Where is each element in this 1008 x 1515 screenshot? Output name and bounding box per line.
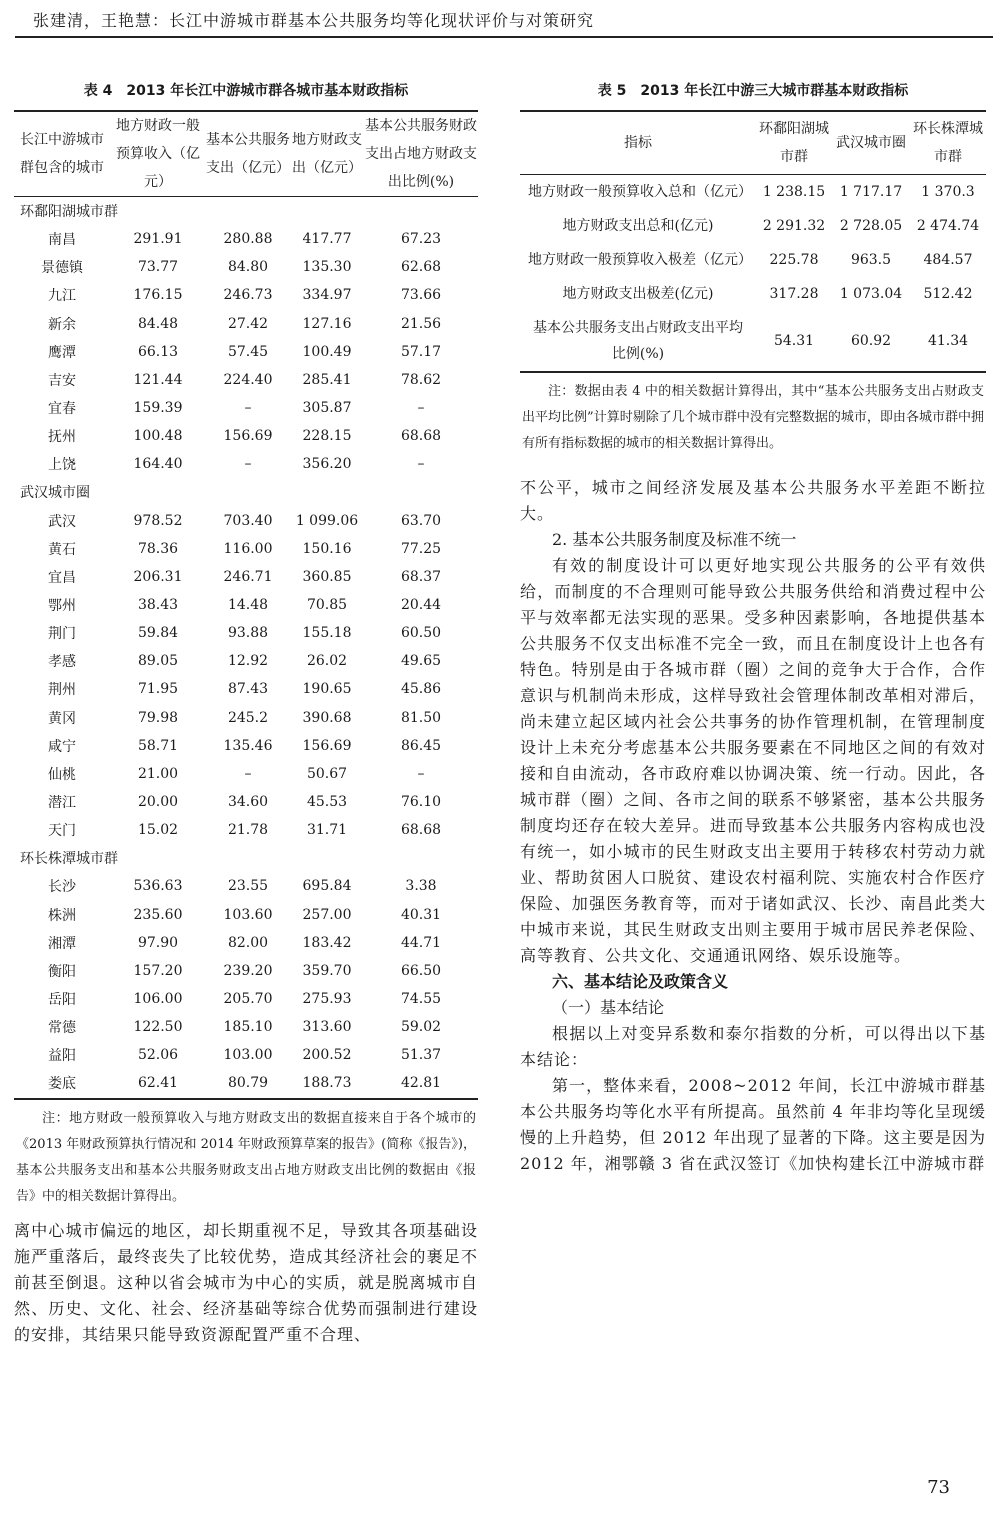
table-row — [14, 535, 478, 563]
table-cell: 305.87 — [302, 400, 352, 417]
table-row — [14, 225, 478, 253]
table-cell: 484.57 — [923, 252, 973, 268]
table-row — [520, 277, 986, 311]
table-cell: 246.73 — [223, 287, 273, 304]
table-cell: 14.48 — [227, 597, 269, 614]
table-cell: – — [417, 765, 425, 782]
table-cell: 31.71 — [306, 822, 348, 839]
table-cell: 78.62 — [400, 371, 442, 388]
table-cell: 185.10 — [223, 1019, 273, 1036]
table-cell: 224.40 — [223, 371, 273, 388]
table-row — [14, 675, 478, 703]
table-row — [14, 422, 478, 450]
table-cell: 73.66 — [400, 287, 442, 304]
city-name-cell: 宜春 — [48, 401, 76, 418]
table-cell: 93.88 — [227, 625, 269, 642]
table-row — [14, 366, 478, 394]
city-name-cell: 新余 — [48, 316, 76, 333]
table5-header-row — [520, 111, 986, 175]
table5-header-cell: 武汉城市圈 — [832, 111, 910, 175]
table-row — [14, 788, 478, 816]
indicator-cell: 地方财政支出极差(亿元) — [562, 286, 714, 302]
table-cell: 87.43 — [227, 681, 269, 698]
table-cell: 1 099.06 — [295, 512, 359, 529]
city-name-cell: 九江 — [48, 288, 76, 305]
header-rule — [15, 36, 993, 38]
subheading: 2. 基本公共服务制度及标准不统一 — [552, 530, 797, 549]
table-cell: 41.34 — [927, 333, 969, 349]
table-cell: 159.39 — [133, 400, 183, 417]
table-cell: – — [417, 400, 425, 417]
city-name-cell: 上饶 — [48, 457, 76, 474]
city-name-cell: 潜江 — [48, 795, 76, 812]
table-cell: 190.65 — [302, 681, 352, 698]
city-name-cell: 株洲 — [48, 907, 76, 924]
table-cell: 67.23 — [400, 231, 442, 248]
table-row — [14, 619, 478, 647]
table-cell: 155.18 — [302, 625, 352, 642]
table-cell: 57.45 — [227, 343, 269, 360]
table4-group-row — [14, 197, 478, 226]
subsection-heading: （一）基本结论 — [552, 998, 665, 1017]
table-cell: 77.25 — [400, 540, 442, 557]
table-cell: 206.31 — [133, 568, 183, 585]
table-cell: 68.68 — [400, 428, 442, 445]
table-cell: 59.02 — [400, 1019, 442, 1036]
city-name-cell: 湘潭 — [48, 935, 76, 952]
table-cell: 100.48 — [133, 428, 183, 445]
table-cell: 127.16 — [302, 315, 352, 332]
table4-group-label: 环鄱阳湖城市群 — [20, 204, 118, 221]
table-cell: 60.50 — [400, 625, 442, 642]
table-cell: 106.00 — [133, 991, 183, 1007]
table-cell: 417.77 — [302, 231, 352, 248]
table-cell: 1 073.04 — [839, 286, 903, 302]
table-row — [14, 760, 478, 788]
table-cell: 76.10 — [400, 794, 442, 811]
table-cell: 97.90 — [137, 934, 179, 951]
city-name-cell: 荆门 — [48, 626, 76, 643]
table4-header-cell: 长江中游城市群包含的城市 — [14, 111, 110, 197]
table-cell: 73.77 — [137, 259, 179, 276]
table-cell: 1 238.15 — [762, 184, 826, 200]
table4-note: 注：地方财政一般预算收入与地方财政支出的数据直接来自于各个城市的《2013 年财政预算执行情况和 2014 年财政预算草案的报告》(简称《报告》)，基本公共服务支出和基本公共服务财政支出占地方财政支出比例的数据由《报告》中的相关数据计算得出。 — [16, 1110, 476, 1204]
table-cell: 103.00 — [223, 1047, 273, 1064]
indicator-cell: 基本公共服务支出占财政支出平均比例(%) — [533, 320, 743, 362]
table-row — [520, 209, 986, 243]
table-row — [14, 253, 478, 281]
table-row — [14, 338, 478, 366]
city-name-cell: 景德镇 — [41, 260, 83, 277]
body-paragraph: 不公平，城市之间经济发展及基本公共服务水平差距不断拉大。 — [520, 478, 986, 523]
table-cell: 116.00 — [223, 540, 273, 557]
table-row — [520, 243, 986, 277]
table5-note: 注：数据由表 4 中的相关数据计算得出，其中“基本公共服务支出占财政支出平均比例”计算时剔除了几个城市群中没有完整数据的城市，即由各城市群中拥有所有指标数据的城市的相关数据计算得出。 — [522, 384, 984, 451]
table-row — [14, 732, 478, 760]
section-heading: 六、基本结论及政策含义 — [552, 972, 729, 991]
city-name-cell: 孝感 — [48, 654, 76, 671]
running-title: 张建清，王艳慧：长江中游城市群基本公共服务均等化现状评价与对策研究 — [33, 11, 595, 30]
table-row — [14, 816, 478, 844]
table-row — [14, 901, 478, 929]
table-cell: 334.97 — [302, 287, 352, 304]
table-cell: 246.71 — [223, 568, 273, 585]
table-cell: 280.88 — [223, 231, 273, 248]
table-cell: 84.80 — [227, 259, 269, 276]
city-name-cell: 娄底 — [48, 1076, 76, 1093]
table-cell: 71.95 — [137, 681, 179, 698]
table-cell: 103.60 — [223, 906, 273, 923]
table-cell: 78.36 — [137, 540, 179, 557]
table4-group-row — [14, 478, 478, 506]
table4 — [14, 110, 478, 1100]
indicator-cell: 地方财政一般预算收入极差（亿元） — [528, 252, 752, 268]
table-cell: 12.92 — [227, 653, 269, 670]
table-cell: 23.55 — [227, 878, 269, 895]
city-name-cell: 南昌 — [48, 232, 76, 249]
table-row — [14, 704, 478, 732]
page-number: 73 — [927, 1477, 950, 1498]
table-row — [14, 872, 478, 900]
table4-group-label: 环长株潭城市群 — [20, 851, 118, 868]
table-cell: 512.42 — [923, 286, 973, 302]
table-cell: 257.00 — [302, 906, 352, 923]
table-cell: 703.40 — [223, 512, 273, 529]
table-cell: 963.5 — [850, 252, 892, 268]
table-row — [14, 1069, 478, 1098]
table4-caption: 表 4 2013 年长江中游城市群各城市基本财政指标 — [83, 83, 409, 99]
table-cell: 40.31 — [400, 906, 442, 923]
table-cell: 54.31 — [773, 333, 815, 349]
table-cell: 2 474.74 — [916, 218, 980, 234]
table-cell: 52.06 — [137, 1047, 179, 1064]
table-cell: 183.42 — [302, 934, 352, 951]
table-row — [14, 647, 478, 675]
table-row — [520, 175, 986, 210]
table-cell: 49.65 — [400, 653, 442, 670]
table-cell: 176.15 — [133, 287, 183, 304]
table4-header-cell: 基本公共服务财政支出占地方财政支出比例(%) — [364, 111, 478, 197]
table5 — [520, 110, 986, 373]
table4-group-label: 武汉城市圈 — [20, 485, 90, 502]
city-name-cell: 长沙 — [48, 879, 76, 896]
table-cell: 50.67 — [306, 765, 348, 782]
city-name-cell: 仙桃 — [48, 766, 76, 783]
city-name-cell: 天门 — [48, 823, 76, 840]
table-cell: 15.02 — [137, 822, 179, 839]
table-row — [14, 507, 478, 535]
table-cell: 21.78 — [227, 822, 269, 839]
table-cell: 1 717.17 — [839, 184, 903, 200]
table-cell: 285.41 — [302, 371, 352, 388]
city-name-cell: 黄冈 — [48, 710, 76, 727]
table-cell: 38.43 — [137, 597, 179, 614]
table-cell: 978.52 — [133, 512, 183, 529]
table-cell: 27.42 — [227, 315, 269, 332]
table-cell: 62.68 — [400, 259, 442, 276]
table-cell: 239.20 — [223, 962, 273, 979]
body-paragraph: 有效的制度设计可以更好地实现公共服务的公平有效供给，而制度的不合理则可能导致公共服务供给和消费过程中公平与效率都无法实现的恶果。受多种因素影响，各地提供基本公共服务不仅支出标准不完全一致，而且在制度设计上也各有特色。特别是由于各城市群（圈）之间的竞争大于合作，合作意识与机制尚未形成，这样导致社会管理体制改革相对滞后，尚未建立起区域内社会公共事务的协作管理机制，在管理制度设计上未充分考虑基本公共服务要素在不同地区之间的有效对接和自由流动，各市政府难以协调决策、统一行动。因此，各城市群（圈）之间、各市之间的联系不够紧密，基本公共服务制度均还存在较大差异。进而导致基本公共服务内容构成也没有统一，如小城市的民生财政支出主要用于转移农村劳动力就业、帮助贫困人口脱贫、建设农村福利院、实施农村合作医疗保险、加强医务教育等，而对于诸如武汉、长沙、南昌此类大中城市来说，其民生财政支出则主要用于城市居民养老保险、高等教育、公共文化、交通通讯网络、娱乐设施等。 — [520, 556, 986, 965]
table-cell: 59.84 — [137, 625, 179, 642]
right-body — [520, 475, 986, 1177]
table-cell: 74.55 — [400, 991, 442, 1007]
table5-header-cell: 指标 — [520, 111, 756, 175]
table5-header-cell: 环长株潭城市群 — [910, 111, 986, 175]
city-name-cell: 武汉 — [48, 513, 76, 530]
table-cell: – — [244, 765, 252, 782]
table-cell: 3.38 — [405, 878, 437, 895]
city-name-cell: 益阳 — [48, 1048, 76, 1065]
table-cell: 89.05 — [137, 653, 179, 670]
table-cell: – — [417, 456, 425, 473]
table-cell: 79.98 — [137, 709, 179, 726]
table-cell: 100.49 — [302, 343, 352, 360]
table-cell: 63.70 — [400, 512, 442, 529]
table-cell: 20.00 — [137, 794, 179, 811]
table-cell: 235.60 — [133, 906, 183, 923]
city-name-cell: 吉安 — [48, 372, 76, 389]
table-cell: 2 728.05 — [839, 218, 903, 234]
table-cell: 122.50 — [133, 1019, 183, 1036]
table4-header-cell: 基本公共服务支出（亿元） — [206, 111, 290, 197]
table-cell: 51.37 — [400, 1047, 442, 1064]
table-cell: 82.00 — [227, 934, 269, 951]
table-row — [14, 957, 478, 985]
body-paragraph: 第一，整体来看，2008~2012 年间，长江中游城市群基本公共服务均等化水平有所提高。虽然前 4 年非均等化呈现缓慢的上升趋势，但 2012 年出现了显著的下降。这主要是因为 2012 年，湘鄂赣 3 省在武汉签订《加快构建长江中游城市群 — [520, 1076, 986, 1173]
table-cell: 80.79 — [227, 1075, 269, 1092]
table-cell: 156.69 — [302, 737, 352, 754]
table-cell: 45.53 — [306, 794, 348, 811]
table-row — [14, 985, 478, 1013]
table-cell: 84.48 — [137, 315, 179, 332]
city-name-cell: 衡阳 — [48, 963, 76, 980]
table-cell: 359.70 — [302, 962, 352, 979]
table-cell: 62.41 — [137, 1075, 179, 1092]
table-cell: 86.45 — [400, 737, 442, 754]
indicator-cell: 地方财政一般预算收入总和（亿元） — [528, 184, 752, 200]
table-cell: 21.00 — [137, 765, 179, 782]
table-row — [14, 1041, 478, 1069]
table-cell: 157.20 — [133, 962, 183, 979]
table-row — [14, 1013, 478, 1041]
table-cell: 66.50 — [400, 962, 442, 979]
table4-group-row — [14, 844, 478, 872]
table-cell: 121.44 — [133, 371, 183, 388]
city-name-cell: 抚州 — [48, 429, 76, 446]
table-cell: 60.92 — [850, 333, 892, 349]
table5-header-cell: 环鄱阳湖城市群 — [756, 111, 832, 175]
table-cell: 57.17 — [400, 343, 442, 360]
table-cell: 58.71 — [137, 737, 179, 754]
table-cell: 275.93 — [302, 991, 352, 1007]
table-cell: 188.73 — [302, 1075, 352, 1092]
table-cell: 70.85 — [306, 597, 348, 614]
table-row — [14, 281, 478, 309]
table-row — [520, 311, 986, 372]
table-cell: – — [244, 400, 252, 417]
table-cell: 68.37 — [400, 568, 442, 585]
table-cell: 34.60 — [227, 794, 269, 811]
table-cell: 44.71 — [400, 934, 442, 951]
table-cell: 228.15 — [302, 428, 352, 445]
table-row — [14, 591, 478, 619]
table-row — [14, 310, 478, 338]
table-cell: 695.84 — [302, 878, 352, 895]
city-name-cell: 常德 — [48, 1020, 76, 1037]
city-name-cell: 荆州 — [48, 682, 76, 699]
city-name-cell: 咸宁 — [48, 738, 76, 755]
table-cell: 205.70 — [223, 991, 273, 1007]
table-row — [14, 394, 478, 422]
table-cell: 150.16 — [302, 540, 352, 557]
table-cell: 81.50 — [400, 709, 442, 726]
table-cell: 291.91 — [133, 231, 183, 248]
table-cell: 2 291.32 — [762, 218, 826, 234]
table4-header-cell: 地方财政一般预算收入（亿元） — [110, 111, 206, 197]
table-cell: 42.81 — [400, 1075, 442, 1092]
city-name-cell: 鹰潭 — [48, 344, 76, 361]
table-cell: 164.40 — [133, 456, 183, 473]
table-row — [14, 563, 478, 591]
table5-body — [520, 175, 986, 373]
table4-header-cell: 地方财政支出（亿元） — [290, 111, 364, 197]
left-column — [14, 80, 478, 1348]
right-column — [520, 80, 986, 1177]
body-paragraph: 根据以上对变异系数和泰尔指数的分析，可以得出以下基本结论： — [520, 1024, 986, 1069]
table-cell: 317.28 — [769, 286, 819, 302]
table-cell: 135.46 — [223, 737, 273, 754]
table-cell: 225.78 — [769, 252, 819, 268]
table4-header-row — [14, 111, 478, 197]
table-cell: 135.30 — [302, 259, 352, 276]
indicator-cell: 地方财政支出总和(亿元) — [562, 218, 714, 234]
table-cell: 45.86 — [400, 681, 442, 698]
table-cell: 1 370.3 — [921, 184, 975, 200]
table-cell: 21.56 — [400, 315, 442, 332]
table-cell: 200.52 — [302, 1047, 352, 1064]
table-row — [14, 450, 478, 478]
table-cell: 156.69 — [223, 428, 273, 445]
city-name-cell: 黄石 — [48, 541, 76, 558]
table-cell: 26.02 — [306, 653, 348, 670]
table-cell: 20.44 — [400, 597, 442, 614]
table-cell: – — [244, 456, 252, 473]
table-row — [14, 929, 478, 957]
table-cell: 536.63 — [133, 878, 183, 895]
left-body-paragraph: 离中心城市偏远的地区，却长期重视不足，导致其各项基础设施严重落后，最终丧失了比较优势，造成其经济社会的裹足不前甚至倒退。这种以省会城市为中心的实质，就是脱离城市自然、历史、文化、社会、经济基础等综合优势而强制进行建设的安排，其结果只能导致资源配置严重不合理、 — [14, 1220, 478, 1344]
table4-body — [14, 197, 478, 1099]
table-cell: 360.85 — [302, 568, 352, 585]
city-name-cell: 岳阳 — [48, 992, 76, 1008]
table-cell: 245.2 — [227, 709, 269, 726]
table-cell: 68.68 — [400, 822, 442, 839]
city-name-cell: 宜昌 — [48, 569, 76, 586]
city-name-cell: 鄂州 — [48, 598, 76, 615]
table5-caption: 表 5 2013 年长江中游三大城市群基本财政指标 — [597, 83, 909, 99]
table-cell: 390.68 — [302, 709, 352, 726]
table-cell: 66.13 — [137, 343, 179, 360]
table-cell: 356.20 — [302, 456, 352, 473]
table-cell: 313.60 — [302, 1019, 352, 1036]
